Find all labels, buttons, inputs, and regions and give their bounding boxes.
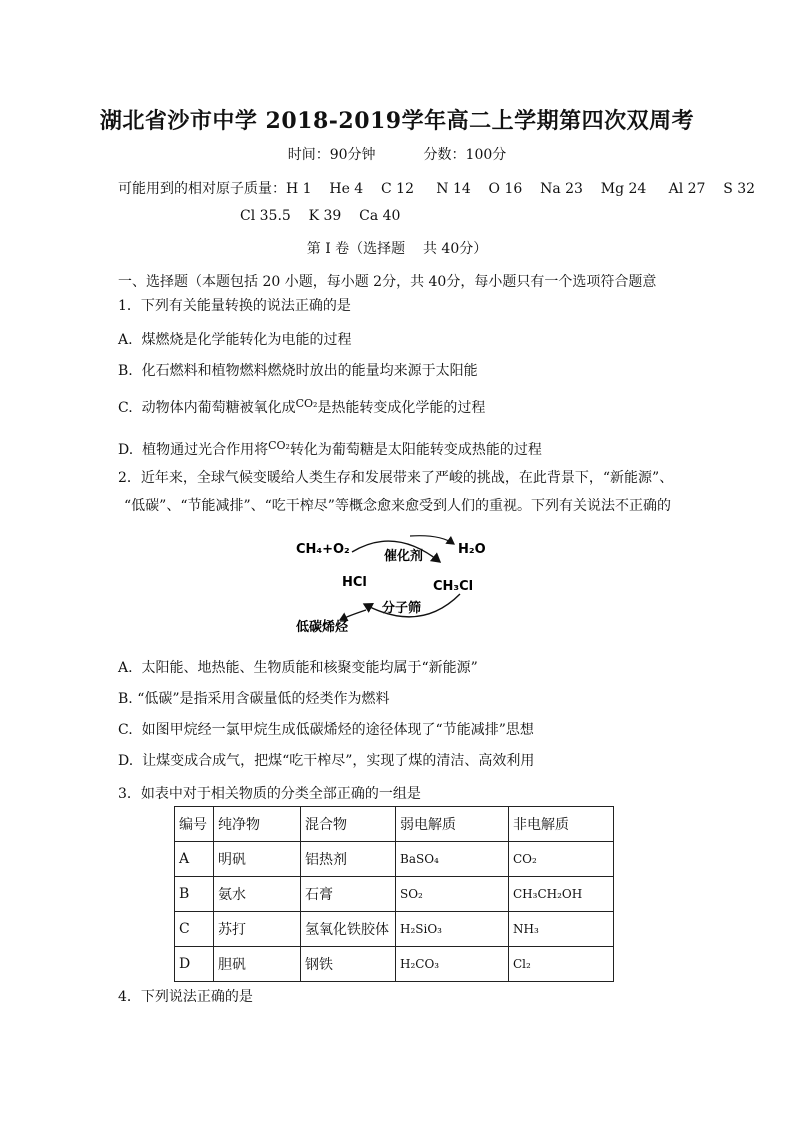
- table-row: [175, 842, 614, 877]
- table-cell: NH₃: [509, 912, 614, 947]
- classification-table: [174, 806, 614, 982]
- section-intro: 一、选择题（本题包括 20 小题，每小题 2分，共 40分，每小题只有一个选项符合题意: [118, 274, 657, 290]
- co2-formula: CO₂: [295, 397, 318, 410]
- q1-stem: 1．下列有关能量转换的说法正确的是: [118, 298, 351, 314]
- atomic-masses-line1: 可能用到的相对原子质量：H 1 He 4 C 12 N 14 O 16 Na 23 Mg 24 Al 27 S 32: [118, 181, 756, 197]
- table-cell: 铝热剂: [301, 842, 396, 877]
- table-cell: 石膏: [301, 877, 396, 912]
- page-title: 湖北省沙市中学 2018-2019学年高二上学期第四次双周考: [99, 108, 695, 134]
- arrow-water: [410, 536, 454, 544]
- table-cell: Cl₂: [509, 947, 614, 982]
- diagram-ch3cl: CH₃Cl: [433, 579, 474, 594]
- table-header: 编号: [175, 807, 214, 842]
- q1-option-c: C. 动物体内葡萄糖被氧化成$^{CO_2}$是热能转变成化学能的过程: [118, 397, 486, 416]
- table-cell: SO₂: [396, 877, 509, 912]
- table-cell: BaSO₄: [396, 842, 509, 877]
- q2-stem-line1: 2．近年来，全球气候变暖给人类生存和发展带来了严峻的挑战，在此背景下，“新能源”、: [118, 470, 674, 486]
- table-cell: CO₂: [509, 842, 614, 877]
- q2-option-a: A. 太阳能、地热能、生物质能和核聚变能均属于“新能源”: [118, 660, 478, 676]
- reaction-cycle-diagram: [290, 530, 500, 640]
- table-header: 纯净物: [214, 807, 301, 842]
- table-header-row: [175, 807, 614, 842]
- table-cell: 钢铁: [301, 947, 396, 982]
- table-header: 弱电解质: [396, 807, 509, 842]
- table-cell: A: [175, 842, 214, 877]
- co2-formula: CO₂: [268, 439, 290, 452]
- atomic-masses-line2: Cl 35.5 K 39 Ca 40: [240, 208, 401, 224]
- table-cell: D: [175, 947, 214, 982]
- table-cell: CH₃CH₂OH: [509, 877, 614, 912]
- diagram-catalyst: 催化剂: [384, 549, 424, 564]
- q3-stem: 3．如表中对于相关物质的分类全部正确的一组是: [118, 786, 421, 802]
- table-header: 非电解质: [509, 807, 614, 842]
- q4-stem: 4．下列说法正确的是: [118, 989, 253, 1005]
- arrow-olefin: [340, 610, 366, 620]
- table-cell: 明矾: [214, 842, 301, 877]
- table-row: [175, 912, 614, 947]
- q1-option-b: B. 化石燃料和植物燃料燃烧时放出的能量均来源于太阳能: [118, 363, 478, 379]
- q2-option-c: C. 如图甲烷经一氯甲烷生成低碳烯烃的途径体现了“节能减排”思想: [118, 722, 534, 738]
- table-cell: B: [175, 877, 214, 912]
- diagram-sieve: 分子筛: [382, 601, 422, 616]
- section-heading: 第 I 卷（选择题 共 40分）: [306, 241, 488, 257]
- table-row: [175, 947, 614, 982]
- exam-time: 时间：90分钟: [287, 147, 376, 163]
- q2-stem-line2: “低碳”、“节能减排”、“吃干榨尽”等概念愈来愈受到人们的重视。下列有关说法不正确的: [124, 498, 671, 514]
- q2-option-d: D. 让煤变成合成气，把煤“吃干榨尽”，实现了煤的清洁、高效利用: [118, 753, 535, 769]
- table-cell: H₂SiO₃: [396, 912, 509, 947]
- table-cell: 苏打: [214, 912, 301, 947]
- table-cell: 氢氧化铁胶体: [301, 912, 396, 947]
- diagram-reactants: CH₄+O₂: [296, 542, 350, 557]
- table-cell: 氨水: [214, 877, 301, 912]
- diagram-water: H₂O: [458, 542, 486, 557]
- table-cell: 胆矾: [214, 947, 301, 982]
- exam-score: 分数：100分: [423, 147, 507, 163]
- diagram-hcl: HCl: [342, 575, 367, 590]
- table-row: [175, 877, 614, 912]
- q1-option-d: D. 植物通过光合作用将$^{CO_2}$转化为葡萄糖是太阳能转变成热能的过程: [118, 439, 542, 458]
- diagram-olefin: 低碳烯烃: [296, 620, 349, 635]
- table-cell: H₂CO₃: [396, 947, 509, 982]
- exam-info: [0, 144, 794, 164]
- table-header: 混合物: [301, 807, 396, 842]
- q1-option-a: A. 煤燃烧是化学能转化为电能的过程: [118, 332, 352, 348]
- q2-option-b: B. “低碳”是指采用含碳量低的烃类作为燃料: [118, 691, 390, 707]
- table-cell: C: [175, 912, 214, 947]
